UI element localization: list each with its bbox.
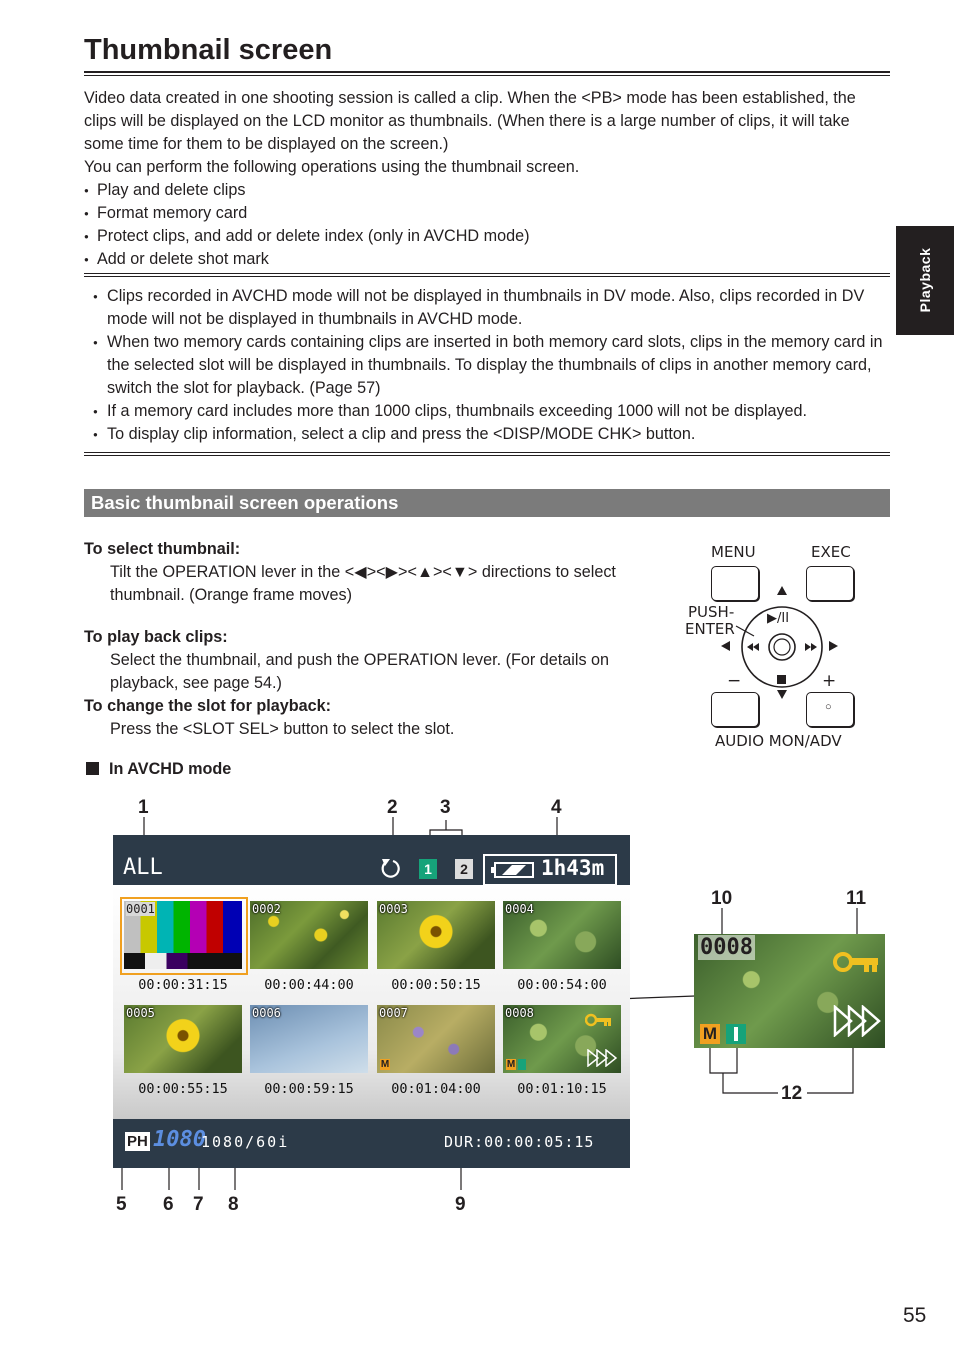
clip-time: 00:00:31:15 [138, 977, 228, 993]
clip-number: 0006 [252, 1006, 281, 1020]
op-body: Select the thumbnail, and push the OPERATION lever. (For details on playback, see page 54.) [110, 651, 610, 692]
shot-mark-icon: M [700, 1024, 720, 1044]
clip-time: 00:00:50:15 [391, 977, 481, 993]
note-item: ● If a memory card includes more than 1000 clips, thumbnails exceeding 1000 will not be displayed. [93, 400, 883, 423]
thumbnail[interactable] [250, 901, 368, 969]
callout-12: 12 [781, 1083, 803, 1104]
note-item: ● Clips recorded in AVCHD mode will not be displayed in thumbnails in DV mode. Also, clips recorded in DV mode will not be displayed in thumbnails in AVCHD mode. [93, 285, 883, 331]
callout-4: 4 [551, 797, 562, 818]
clip-time: 00:01:04:00 [391, 1081, 481, 1097]
battery-icon [490, 861, 536, 879]
list-item: ● Add or delete shot mark [84, 248, 890, 271]
callout-9: 9 [455, 1194, 466, 1215]
callout-2: 2 [387, 797, 398, 818]
index-mark-icon [726, 1024, 746, 1044]
clip-time: 00:01:10:15 [517, 1081, 607, 1097]
list-item: ● Protect clips, and add or delete index (only in AVCHD mode) [84, 225, 890, 248]
op-heading: To select thumbnail: [84, 540, 241, 558]
clip-number: 0008 [505, 1006, 534, 1020]
thumbnail[interactable] [250, 1005, 368, 1073]
thumbnail[interactable] [377, 901, 495, 969]
clip-time: 00:00:59:15 [264, 1081, 354, 1097]
clip-number: 0001 [126, 902, 155, 916]
thumbnail[interactable] [503, 1005, 621, 1073]
callout-1: 1 [138, 797, 149, 818]
shot-mark-icon: M [506, 1059, 516, 1070]
intro-paragraph: Video data created in one shooting session is called a clip. When the <PB> mode has been established, the clips will be displayed on the LCD monitor as thumbnails. (When there is a large number of clips, it will take some time for them to be displayed on the screen.) [84, 89, 856, 153]
repeat-play-icon [379, 857, 407, 879]
op-body: Press the <SLOT SEL> button to select the slot. [110, 720, 455, 738]
list-item: ● Play and delete clips [84, 179, 890, 202]
exec-label: EXEC [811, 543, 851, 561]
thumbnail[interactable] [503, 901, 621, 969]
clip-time: 00:00:55:15 [138, 1081, 228, 1097]
op-heading: To play back clips: [84, 628, 228, 646]
lcd-top-bar [113, 835, 630, 885]
callout-6: 6 [163, 1194, 174, 1215]
zoom-clip-number: 0008 [700, 935, 753, 960]
index-mark-icon [518, 1059, 526, 1070]
remaining-box [483, 854, 617, 886]
clip-number: 0002 [252, 902, 281, 916]
clip-time: 00:00:44:00 [264, 977, 354, 993]
callout-3: 3 [440, 797, 451, 818]
clip-number: 0005 [126, 1006, 155, 1020]
callout-5: 5 [116, 1194, 127, 1215]
callout-8: 8 [228, 1194, 239, 1215]
thumbnail[interactable] [124, 1005, 242, 1073]
lcd-bottom-bar [113, 1119, 630, 1168]
page-title: Thumbnail screen [84, 34, 333, 66]
op-body: Tilt the OPERATION lever in the <◀><▶><▲><▼> directions to select thumbnail. (Orange frame moves) [110, 563, 616, 604]
clip-number: 0003 [379, 902, 408, 916]
side-tab-label: Playback [917, 247, 933, 313]
clip-duration: DUR:00:00:05:15 [444, 1133, 595, 1151]
menu-label: MENU [711, 543, 756, 561]
resolution-badge: 1080 [153, 1127, 206, 1152]
protect-key-icon [832, 950, 880, 974]
play-pause-label: ▶/II [767, 611, 790, 626]
slot-2-indicator: 2 [455, 859, 473, 879]
plus-button: ○ [806, 692, 854, 727]
section-title: Basic thumbnail screen operations [91, 492, 399, 513]
callout-10: 10 [711, 888, 733, 909]
list-item: ● Format memory card [84, 202, 890, 225]
clip-number: 0004 [505, 902, 534, 916]
shot-mark-icon: M [380, 1059, 390, 1070]
push-label: PUSH- [688, 603, 735, 621]
note-item: ● To display clip information, select a clip and press the <DISP/MODE CHK> button. [93, 423, 883, 446]
plus-label: + [822, 671, 837, 691]
thumbnail[interactable] [124, 901, 242, 969]
op-heading: To change the slot for playback: [84, 697, 332, 715]
ph-badge: PH [127, 1133, 148, 1150]
zoomed-thumbnail [694, 934, 885, 1048]
callout-7: 7 [193, 1194, 204, 1215]
enter-label: ENTER [685, 620, 735, 638]
slot-1-indicator: 1 [419, 859, 437, 879]
thumbnail[interactable] [377, 1005, 495, 1073]
skip-forward-icon [587, 1049, 617, 1067]
recording-format: 1080/60i [201, 1133, 290, 1151]
mode-label: ALL [123, 855, 163, 880]
clip-time: 00:00:54:00 [517, 977, 607, 993]
clip-number: 0007 [379, 1006, 408, 1020]
callout-11: 11 [846, 888, 867, 909]
minus-label: − [727, 671, 742, 691]
thumbnail-screen [113, 835, 630, 1168]
audio-mon-adv-label: AUDIO MON/ADV [715, 732, 842, 750]
avchd-label: In AVCHD mode [109, 760, 232, 778]
intro-paragraph: You can perform the following operations using the thumbnail screen. [84, 158, 580, 176]
page-number: 55 [903, 1304, 927, 1327]
skip-forward-icon [833, 1005, 881, 1037]
thumbnail-grid [113, 885, 630, 1119]
note-item: ● When two memory cards containing clips are inserted in both memory card slots, clips in the memory card in the selected slot will be displayed in thumbnails. To display the thumbnails of clips in another memory card, switch the slot for playback. (Page 57) [93, 331, 883, 400]
remaining-time: 1h43m [541, 856, 605, 880]
protect-key-icon [585, 1013, 613, 1027]
